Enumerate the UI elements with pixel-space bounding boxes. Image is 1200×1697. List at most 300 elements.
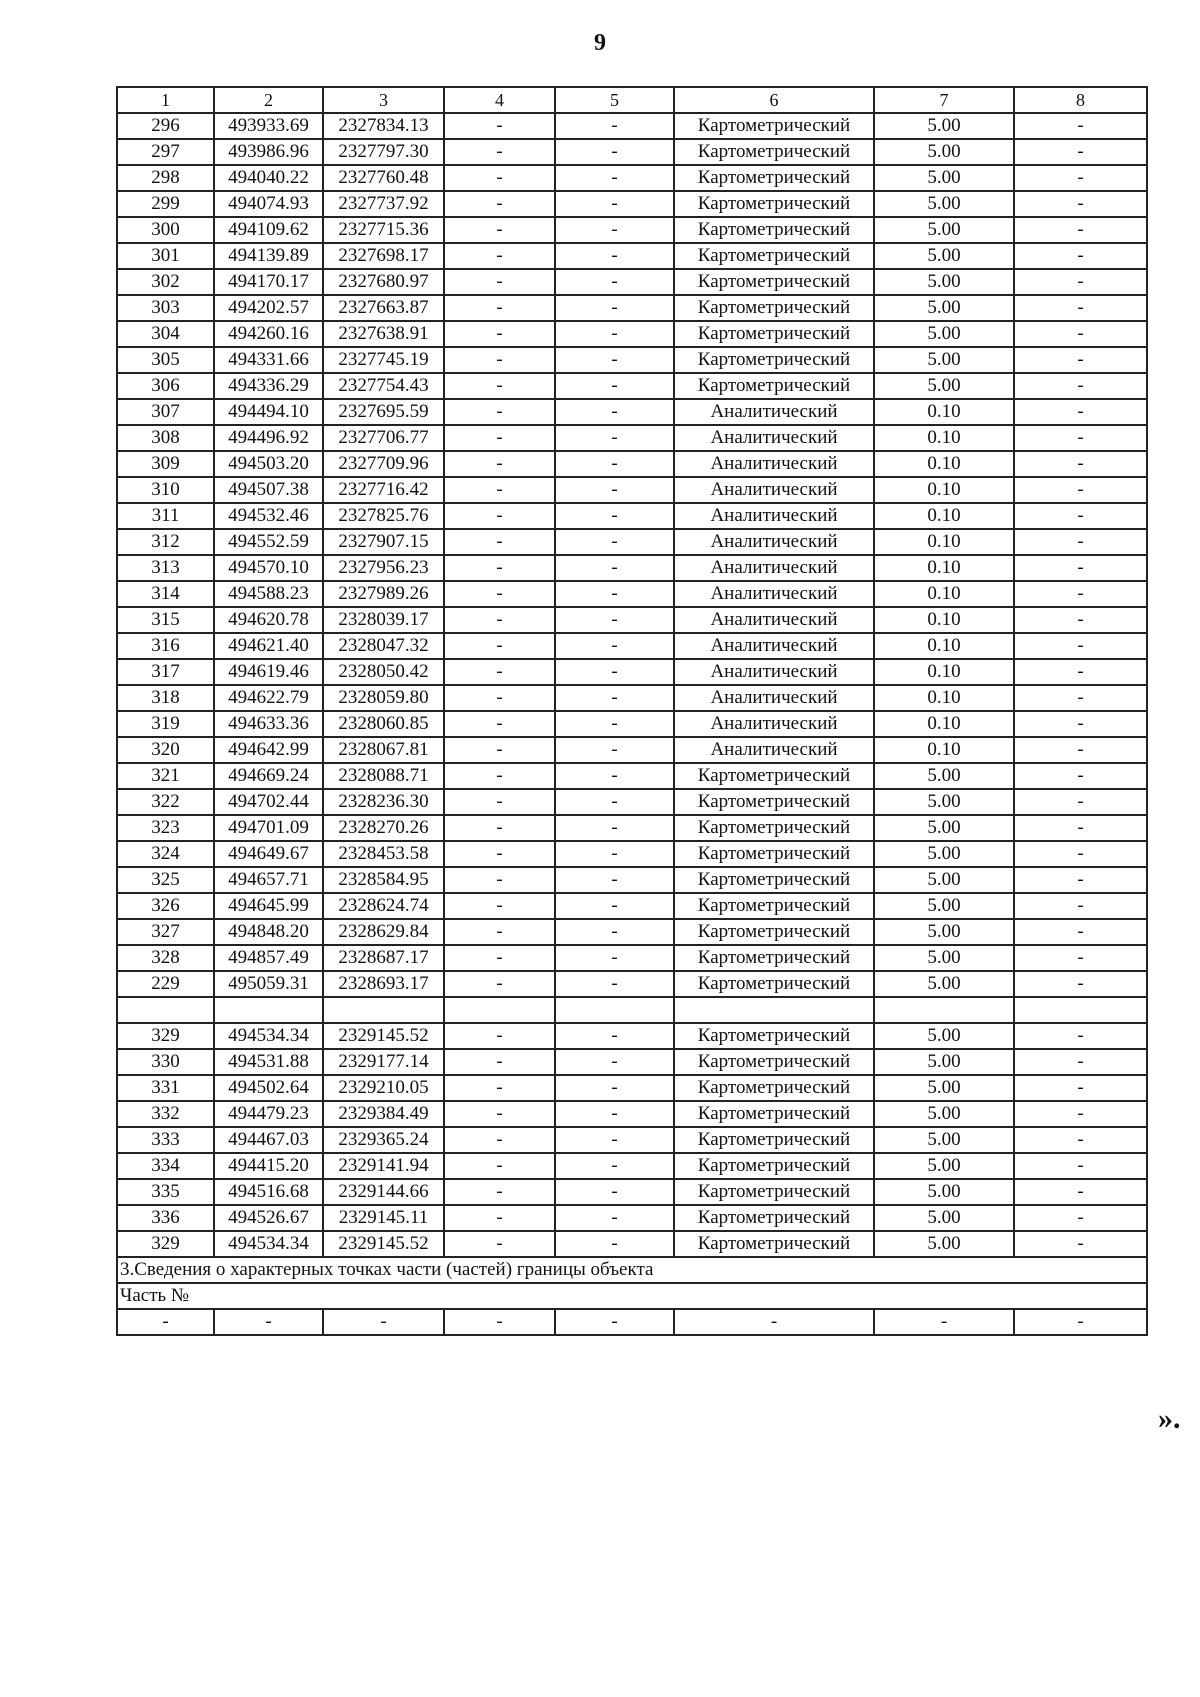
column-header: 4 bbox=[444, 87, 555, 113]
table-cell: 308 bbox=[117, 425, 214, 451]
table-cell: 296 bbox=[117, 113, 214, 139]
table-cell: 5.00 bbox=[874, 893, 1014, 919]
table-row bbox=[117, 919, 1147, 945]
table-row bbox=[117, 841, 1147, 867]
table-cell: - bbox=[555, 971, 674, 997]
table-cell: 2328059.80 bbox=[323, 685, 444, 711]
table-cell: - bbox=[444, 1075, 555, 1101]
table-cell: Аналитический bbox=[674, 503, 874, 529]
table-cell: Картометрический bbox=[674, 139, 874, 165]
table-cell: - bbox=[1014, 269, 1147, 295]
table-row bbox=[117, 165, 1147, 191]
table-cell: 309 bbox=[117, 451, 214, 477]
part-label: Часть № bbox=[117, 1283, 1147, 1309]
table-cell: Картометрический bbox=[674, 971, 874, 997]
part-label-row bbox=[117, 1283, 1147, 1309]
table-cell: 317 bbox=[117, 659, 214, 685]
table-cell: - bbox=[555, 347, 674, 373]
table-row bbox=[117, 113, 1147, 139]
table-cell: 494139.89 bbox=[214, 243, 323, 269]
table-cell: Картометрический bbox=[674, 217, 874, 243]
table-cell: 0.10 bbox=[874, 737, 1014, 763]
table-cell: 5.00 bbox=[874, 295, 1014, 321]
table-cell: - bbox=[444, 1023, 555, 1049]
table-cell: - bbox=[1014, 165, 1147, 191]
table-cell: Картометрический bbox=[674, 1127, 874, 1153]
table-row bbox=[117, 711, 1147, 737]
table-cell: 305 bbox=[117, 347, 214, 373]
table-cell: 307 bbox=[117, 399, 214, 425]
table-cell: - bbox=[1014, 763, 1147, 789]
table-cell: 314 bbox=[117, 581, 214, 607]
table-cell: 330 bbox=[117, 1049, 214, 1075]
table-row bbox=[117, 1205, 1147, 1231]
table-cell: Картометрический bbox=[674, 243, 874, 269]
table-cell: 494669.24 bbox=[214, 763, 323, 789]
table-row bbox=[117, 997, 1147, 1023]
table-cell: - bbox=[555, 139, 674, 165]
table-cell: 495059.31 bbox=[214, 971, 323, 997]
table-cell: - bbox=[555, 269, 674, 295]
table-row bbox=[117, 763, 1147, 789]
table-row bbox=[117, 373, 1147, 399]
table-cell bbox=[874, 997, 1014, 1023]
column-header: 2 bbox=[214, 87, 323, 113]
table-cell: 494202.57 bbox=[214, 295, 323, 321]
table-cell: - bbox=[555, 529, 674, 555]
table-cell: 2327834.13 bbox=[323, 113, 444, 139]
table-cell: - bbox=[555, 737, 674, 763]
table-cell: - bbox=[555, 165, 674, 191]
table-cell: 5.00 bbox=[874, 217, 1014, 243]
table-cell: 494552.59 bbox=[214, 529, 323, 555]
table-cell: Картометрический bbox=[674, 321, 874, 347]
table-cell: 0.10 bbox=[874, 425, 1014, 451]
table-cell: 302 bbox=[117, 269, 214, 295]
table-cell: 494331.66 bbox=[214, 347, 323, 373]
table-cell: 0.10 bbox=[874, 581, 1014, 607]
table-cell bbox=[444, 997, 555, 1023]
table-row bbox=[117, 685, 1147, 711]
table-cell: 2327715.36 bbox=[323, 217, 444, 243]
table-cell: 318 bbox=[117, 685, 214, 711]
table-cell: 494570.10 bbox=[214, 555, 323, 581]
table-cell: - bbox=[444, 425, 555, 451]
table-cell: Картометрический bbox=[674, 1075, 874, 1101]
table-cell: 2329145.52 bbox=[323, 1231, 444, 1257]
table-cell: Картометрический bbox=[674, 165, 874, 191]
table-cell: 5.00 bbox=[874, 1049, 1014, 1075]
table-cell: - bbox=[555, 477, 674, 503]
table-cell: - bbox=[444, 841, 555, 867]
table-cell: 5.00 bbox=[874, 945, 1014, 971]
table-cell: Аналитический bbox=[674, 399, 874, 425]
table-cell: - bbox=[444, 633, 555, 659]
table-cell: - bbox=[555, 503, 674, 529]
table-cell: - bbox=[1014, 945, 1147, 971]
table-row bbox=[117, 1023, 1147, 1049]
table-cell: 229 bbox=[117, 971, 214, 997]
table-cell: 2328050.42 bbox=[323, 659, 444, 685]
table-cell: 2329145.52 bbox=[323, 1023, 444, 1049]
table-row bbox=[117, 243, 1147, 269]
table-cell: - bbox=[555, 321, 674, 347]
table-cell: 2327745.19 bbox=[323, 347, 444, 373]
table-row bbox=[117, 971, 1147, 997]
table-cell: 494621.40 bbox=[214, 633, 323, 659]
table-cell: 2328629.84 bbox=[323, 919, 444, 945]
table-cell: - bbox=[1014, 1231, 1147, 1257]
table-cell: Картометрический bbox=[674, 1231, 874, 1257]
table-cell: 5.00 bbox=[874, 919, 1014, 945]
table-cell: 0.10 bbox=[874, 711, 1014, 737]
column-header: 8 bbox=[1014, 87, 1147, 113]
table-cell: - bbox=[555, 633, 674, 659]
table-cell bbox=[214, 997, 323, 1023]
table-cell: 300 bbox=[117, 217, 214, 243]
table-row bbox=[117, 347, 1147, 373]
table-cell: 494336.29 bbox=[214, 373, 323, 399]
table-cell: - bbox=[1014, 1179, 1147, 1205]
table-row bbox=[117, 1101, 1147, 1127]
table-cell: 494857.49 bbox=[214, 945, 323, 971]
table-cell: 333 bbox=[117, 1127, 214, 1153]
table-cell: 494502.64 bbox=[214, 1075, 323, 1101]
table-cell bbox=[1014, 997, 1147, 1023]
table-cell: - bbox=[555, 789, 674, 815]
table-cell: - bbox=[444, 607, 555, 633]
table-cell: 494642.99 bbox=[214, 737, 323, 763]
table-cell: 5.00 bbox=[874, 191, 1014, 217]
table-cell: - bbox=[1014, 555, 1147, 581]
table-cell: 0.10 bbox=[874, 607, 1014, 633]
table-cell: - bbox=[1014, 217, 1147, 243]
table-cell: 2327716.42 bbox=[323, 477, 444, 503]
table-cell: - bbox=[555, 1127, 674, 1153]
table-cell: 5.00 bbox=[874, 867, 1014, 893]
table-cell: Аналитический bbox=[674, 659, 874, 685]
table-cell: - bbox=[1014, 815, 1147, 841]
table-cell bbox=[555, 997, 674, 1023]
table-cell: 2328047.32 bbox=[323, 633, 444, 659]
table-row bbox=[117, 503, 1147, 529]
table-cell: 494848.20 bbox=[214, 919, 323, 945]
table-cell: - bbox=[1014, 841, 1147, 867]
table-cell: 2327706.77 bbox=[323, 425, 444, 451]
table-cell: 2327680.97 bbox=[323, 269, 444, 295]
table-cell bbox=[674, 997, 874, 1023]
table-cell: - bbox=[555, 607, 674, 633]
table-cell: 0.10 bbox=[874, 633, 1014, 659]
table-cell: - bbox=[444, 1101, 555, 1127]
empty-part-row bbox=[117, 1309, 1147, 1335]
page-number: 9 bbox=[594, 30, 606, 56]
table-cell: 312 bbox=[117, 529, 214, 555]
table-cell: - bbox=[1014, 1205, 1147, 1231]
table-cell: 2328693.17 bbox=[323, 971, 444, 997]
table-cell: - bbox=[1014, 451, 1147, 477]
table-cell: - bbox=[555, 763, 674, 789]
table-row bbox=[117, 867, 1147, 893]
table-cell: - bbox=[555, 191, 674, 217]
table-cell: - bbox=[444, 451, 555, 477]
table-cell: - bbox=[444, 1049, 555, 1075]
table-cell: 0.10 bbox=[874, 529, 1014, 555]
table-cell: 2327825.76 bbox=[323, 503, 444, 529]
table-footer bbox=[117, 1257, 1147, 1335]
table-cell: 335 bbox=[117, 1179, 214, 1205]
table-row bbox=[117, 1231, 1147, 1257]
table-cell: 2327638.91 bbox=[323, 321, 444, 347]
table-cell: Картометрический bbox=[674, 893, 874, 919]
table-cell: 494494.10 bbox=[214, 399, 323, 425]
table-cell: Картометрический bbox=[674, 269, 874, 295]
table-cell: - bbox=[1014, 685, 1147, 711]
table-cell: - bbox=[555, 919, 674, 945]
table-row bbox=[117, 477, 1147, 503]
table-cell: - bbox=[444, 295, 555, 321]
closing-quote: ». bbox=[1158, 1402, 1181, 1435]
table-row bbox=[117, 893, 1147, 919]
table-cell: - bbox=[444, 243, 555, 269]
table-cell: - bbox=[1014, 399, 1147, 425]
table-cell bbox=[323, 997, 444, 1023]
table-cell: 310 bbox=[117, 477, 214, 503]
table-cell: - bbox=[444, 919, 555, 945]
table-cell: Картометрический bbox=[674, 789, 874, 815]
table-cell: 5.00 bbox=[874, 165, 1014, 191]
table-cell: Картометрический bbox=[674, 763, 874, 789]
table-cell: 494415.20 bbox=[214, 1153, 323, 1179]
column-header: 3 bbox=[323, 87, 444, 113]
table-cell: - bbox=[555, 1231, 674, 1257]
table-cell: - bbox=[555, 373, 674, 399]
table-cell: 494109.62 bbox=[214, 217, 323, 243]
table-cell: 2328270.26 bbox=[323, 815, 444, 841]
table-cell: 2327698.17 bbox=[323, 243, 444, 269]
table-cell: 5.00 bbox=[874, 971, 1014, 997]
table-cell: - bbox=[117, 1309, 214, 1335]
table-cell: 2328236.30 bbox=[323, 789, 444, 815]
table-row bbox=[117, 607, 1147, 633]
table-cell: 5.00 bbox=[874, 1075, 1014, 1101]
column-header: 6 bbox=[674, 87, 874, 113]
table-cell: 494532.46 bbox=[214, 503, 323, 529]
table-cell: - bbox=[444, 269, 555, 295]
table-cell: - bbox=[1014, 1101, 1147, 1127]
table-cell: 2329365.24 bbox=[323, 1127, 444, 1153]
table-cell: - bbox=[444, 503, 555, 529]
table-cell: 494526.67 bbox=[214, 1205, 323, 1231]
section-title: 3.Сведения о характерных точках части (частей) границы объекта bbox=[117, 1257, 1147, 1283]
table-cell: - bbox=[555, 815, 674, 841]
table-cell: 297 bbox=[117, 139, 214, 165]
table-cell: 0.10 bbox=[874, 399, 1014, 425]
table-cell: 5.00 bbox=[874, 113, 1014, 139]
table-cell: 322 bbox=[117, 789, 214, 815]
table-cell: - bbox=[1014, 789, 1147, 815]
table-cell: - bbox=[1014, 581, 1147, 607]
table-cell: Картометрический bbox=[674, 347, 874, 373]
table-cell: 324 bbox=[117, 841, 214, 867]
table-cell: - bbox=[444, 321, 555, 347]
table-cell: Картометрический bbox=[674, 945, 874, 971]
table-cell: - bbox=[1014, 1075, 1147, 1101]
table-cell: 2328060.85 bbox=[323, 711, 444, 737]
table-cell: Аналитический bbox=[674, 425, 874, 451]
section-title-row bbox=[117, 1257, 1147, 1283]
table-cell: - bbox=[323, 1309, 444, 1335]
table-row bbox=[117, 1075, 1147, 1101]
table-cell: 2328039.17 bbox=[323, 607, 444, 633]
table-cell: - bbox=[555, 1075, 674, 1101]
table-cell: - bbox=[555, 841, 674, 867]
table-cell: Аналитический bbox=[674, 633, 874, 659]
table-cell: - bbox=[1014, 893, 1147, 919]
column-header: 5 bbox=[555, 87, 674, 113]
table-cell: - bbox=[1014, 633, 1147, 659]
table-cell: - bbox=[1014, 1049, 1147, 1075]
table-cell: 494633.36 bbox=[214, 711, 323, 737]
table-cell: 306 bbox=[117, 373, 214, 399]
table-row bbox=[117, 529, 1147, 555]
table-cell: - bbox=[1014, 373, 1147, 399]
table-cell: 5.00 bbox=[874, 815, 1014, 841]
table-cell: - bbox=[444, 217, 555, 243]
table-row bbox=[117, 399, 1147, 425]
table-cell: Картометрический bbox=[674, 919, 874, 945]
table-cell: 494645.99 bbox=[214, 893, 323, 919]
table-cell: - bbox=[555, 425, 674, 451]
table-cell: - bbox=[555, 711, 674, 737]
table-cell: 2329144.66 bbox=[323, 1179, 444, 1205]
table-cell: 303 bbox=[117, 295, 214, 321]
table-cell: - bbox=[1014, 139, 1147, 165]
table-cell: - bbox=[555, 1049, 674, 1075]
table-cell: 5.00 bbox=[874, 347, 1014, 373]
table-cell: 325 bbox=[117, 867, 214, 893]
table-cell: Картометрический bbox=[674, 1101, 874, 1127]
table-cell: - bbox=[555, 217, 674, 243]
table-cell: 2327663.87 bbox=[323, 295, 444, 321]
table-cell: 2327989.26 bbox=[323, 581, 444, 607]
table-cell: - bbox=[555, 1309, 674, 1335]
table-cell: - bbox=[1014, 529, 1147, 555]
table-cell: 2327760.48 bbox=[323, 165, 444, 191]
table-cell: Аналитический bbox=[674, 529, 874, 555]
table-cell: Картометрический bbox=[674, 191, 874, 217]
table-cell: - bbox=[444, 971, 555, 997]
table-cell: - bbox=[1014, 243, 1147, 269]
table-cell: 2329141.94 bbox=[323, 1153, 444, 1179]
table-row bbox=[117, 633, 1147, 659]
table-cell: 5.00 bbox=[874, 321, 1014, 347]
table-cell: - bbox=[555, 555, 674, 581]
table-cell: - bbox=[444, 347, 555, 373]
table-cell: - bbox=[444, 399, 555, 425]
table-cell: 494503.20 bbox=[214, 451, 323, 477]
table-cell: 494479.23 bbox=[214, 1101, 323, 1127]
table-cell: - bbox=[444, 191, 555, 217]
table-row bbox=[117, 1127, 1147, 1153]
table-cell: 5.00 bbox=[874, 1101, 1014, 1127]
table-cell: - bbox=[444, 1127, 555, 1153]
table-cell: - bbox=[555, 243, 674, 269]
table-cell: - bbox=[1014, 1127, 1147, 1153]
table-cell: 328 bbox=[117, 945, 214, 971]
table-cell: Аналитический bbox=[674, 737, 874, 763]
table-cell: 2327956.23 bbox=[323, 555, 444, 581]
table-cell: - bbox=[874, 1309, 1014, 1335]
table-cell: 2328584.95 bbox=[323, 867, 444, 893]
table-cell: - bbox=[555, 1023, 674, 1049]
table-cell: 5.00 bbox=[874, 1231, 1014, 1257]
table-cell: - bbox=[1014, 477, 1147, 503]
table-cell: - bbox=[1014, 919, 1147, 945]
table-row bbox=[117, 425, 1147, 451]
table-cell: 494496.92 bbox=[214, 425, 323, 451]
table-cell: Картометрический bbox=[674, 1049, 874, 1075]
table-cell: - bbox=[444, 685, 555, 711]
table-row bbox=[117, 659, 1147, 685]
table-row bbox=[117, 321, 1147, 347]
table-cell: Аналитический bbox=[674, 451, 874, 477]
table-cell: 5.00 bbox=[874, 1023, 1014, 1049]
table-cell: 2327737.92 bbox=[323, 191, 444, 217]
table-row bbox=[117, 191, 1147, 217]
table-cell: Аналитический bbox=[674, 711, 874, 737]
table-cell: 2327695.59 bbox=[323, 399, 444, 425]
table-cell: 494040.22 bbox=[214, 165, 323, 191]
table-cell: - bbox=[1014, 867, 1147, 893]
table-cell: 319 bbox=[117, 711, 214, 737]
table-cell: 323 bbox=[117, 815, 214, 841]
table-cell: - bbox=[444, 763, 555, 789]
table-cell: 0.10 bbox=[874, 685, 1014, 711]
table-cell: Картометрический bbox=[674, 1179, 874, 1205]
table-cell: Аналитический bbox=[674, 581, 874, 607]
table-cell: Аналитический bbox=[674, 477, 874, 503]
table-cell: 5.00 bbox=[874, 789, 1014, 815]
table-cell: - bbox=[444, 737, 555, 763]
table-cell: 332 bbox=[117, 1101, 214, 1127]
table-cell: 2327709.96 bbox=[323, 451, 444, 477]
table-cell: - bbox=[444, 1153, 555, 1179]
table-cell: - bbox=[444, 165, 555, 191]
table-cell: - bbox=[555, 893, 674, 919]
table-cell: - bbox=[555, 659, 674, 685]
table-cell: 494701.09 bbox=[214, 815, 323, 841]
table-cell: 493986.96 bbox=[214, 139, 323, 165]
table-cell: 329 bbox=[117, 1231, 214, 1257]
table-cell: 2328088.71 bbox=[323, 763, 444, 789]
table-cell: Картометрический bbox=[674, 841, 874, 867]
table-cell: 2329145.11 bbox=[323, 1205, 444, 1231]
table-cell: 494649.67 bbox=[214, 841, 323, 867]
table-cell: - bbox=[555, 945, 674, 971]
table-row bbox=[117, 737, 1147, 763]
table-body bbox=[117, 87, 1147, 1257]
table-cell: 2328624.74 bbox=[323, 893, 444, 919]
table-cell: 2328687.17 bbox=[323, 945, 444, 971]
table-cell: 5.00 bbox=[874, 1153, 1014, 1179]
table-cell: - bbox=[555, 581, 674, 607]
table-cell: 494588.23 bbox=[214, 581, 323, 607]
table-cell: - bbox=[555, 1153, 674, 1179]
table-row bbox=[117, 945, 1147, 971]
table-cell: - bbox=[1014, 321, 1147, 347]
table-cell: 5.00 bbox=[874, 373, 1014, 399]
